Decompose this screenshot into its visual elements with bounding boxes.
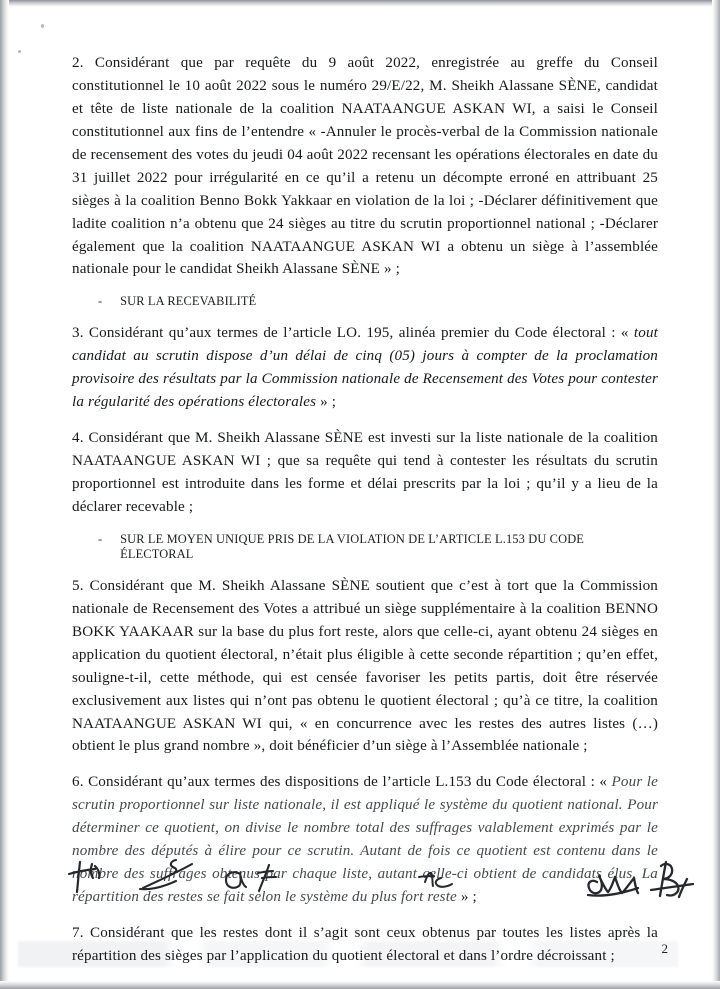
paragraph-4: 4. Considérant que M. Sheikh Alassane SÈNE est investi sur la liste nationale de la coalition NAATAANGUE ASKAN WI ; que sa requête qui tend à contester les résultats du scrutin proportionnel est introduite dans les forme et délai prescrits par la loi ; qu’il y a lieu de la déclarer recevable ; bbox=[72, 430, 658, 515]
heading-sur-la-recevabilite bbox=[72, 294, 658, 309]
page-edge-right bbox=[712, 0, 720, 989]
heading-label: SUR LA RECEVABILITÉ bbox=[120, 294, 257, 309]
paragraph-3-tail: » ; bbox=[316, 394, 337, 411]
paragraph-6 bbox=[72, 771, 658, 909]
page-edge-left bbox=[0, 0, 9, 989]
paragraph-7: 7. Considérant que les restes dont il s’agit sont ceux obtenus par toutes les listes après la répartition des sièges par l’application du quotient électoral et dans l’ordre décroissant ; bbox=[72, 925, 658, 964]
page-number: 2 bbox=[661, 941, 668, 956]
paragraph-6-lead: 6. Considérant qu’aux termes des dispositions de l’article L.153 du Code électoral : « bbox=[72, 774, 612, 791]
heading-label: SUR LE MOYEN UNIQUE PRIS DE LA VIOLATION DE L’ARTICLE L.153 DU CODE ÉLECTORAL bbox=[120, 531, 585, 561]
bullet-dash-icon: - bbox=[98, 294, 103, 309]
page-edge-top bbox=[0, 0, 720, 7]
document-body bbox=[72, 52, 658, 981]
bullet-dash-icon: - bbox=[98, 531, 103, 546]
page-edge-bottom bbox=[0, 981, 720, 989]
paragraph-2: 2. Considérant que par requête du 9 août 2022, enregistrée au greffe du Conseil constitutionnel le 10 août 2022 sous le numéro 29/E/22, M. Sheikh Alassane SÈNE, candidat et tête de liste nationale de la coalition NAATAANGUE ASKAN WI, a saisi le Conseil constitutionnel aux fins de l’entendre « -Annuler le procès-verbal de la Commission nationale de recensement des votes du jeudi 04 août 2022 recensant les opérations électorales en date du 31 juillet 2022 pour irrégularité en ce qu’il a retenu un décompte erroné en attribuant 25 sièges à la coalition Benno Bokk Yakkaar en violation de la loi ; -Déclarer définitivement que ladite coalition n’a obtenu que 24 sièges au titre du scrutin proportionnel national ; -Déclarer également que la coalition NAATAANGUE ASKAN WI a obtenu un siège à l’assemblée nationale pour le candidat Sheikh Alassane SÈNE » ; bbox=[72, 55, 658, 278]
scan-speck bbox=[41, 24, 44, 28]
paragraph-3 bbox=[72, 322, 658, 414]
paragraph-3-quote: tout candidat au scrutin dispose d’un délai de cinq (05) jours à compter de la proclamation provisoire des résultats par la Commission nationale de Recensement des Votes pour contester la régularité des opérations électorales bbox=[72, 325, 658, 411]
paragraph-6-quote: Pour le scrutin proportionnel sur liste nationale, il est appliqué le système du quotient national. Pour déterminer ce quotient, on divise le nombre total des suffrages valablement exprimés par le nombre des députés à élire pour ce scrutin. Autant de fois ce quotient est contenu dans le nombre des suffrages obtenus par chaque liste, autant celle-ci obtient de candidats élus. La répartition des restes se fait selon le système du plus fort reste bbox=[72, 774, 658, 906]
heading-sur-le-moyen-unique bbox=[72, 532, 658, 562]
paragraph-3-lead: 3. Considérant qu’aux termes de l’article LO. 195, alinéa premier du Code électoral : « bbox=[72, 325, 634, 342]
paragraph-6-tail: » ; bbox=[456, 889, 477, 906]
scan-speck bbox=[18, 50, 21, 53]
paragraph-5: 5. Considérant que M. Sheikh Alassane SÈNE soutient que c’est à tort que la Commission nationale de Recensement des Votes a attribué un siège supplémentaire à la coalition BENNO BOKK YAAKAAR sur la base du plus fort reste, alors que celle-ci, ayant obtenu 24 sièges en application du quotient électoral, n’était plus éligible à cette seconde répartition ; qu’en effet, souligne-t-il, cette méthode, qui est censée favoriser les petits partis, doit être réservée exclusivement aux listes qui n’ont pas obtenu le quotient électoral ; qu’à ce titre, la coalition NAATAANGUE ASKAN WI qui, « en concurrence avec les restes des autres listes (…) obtient le plus grand nombre », doit bénéficier d’un siège à l’Assemblée nationale ; bbox=[72, 577, 658, 755]
